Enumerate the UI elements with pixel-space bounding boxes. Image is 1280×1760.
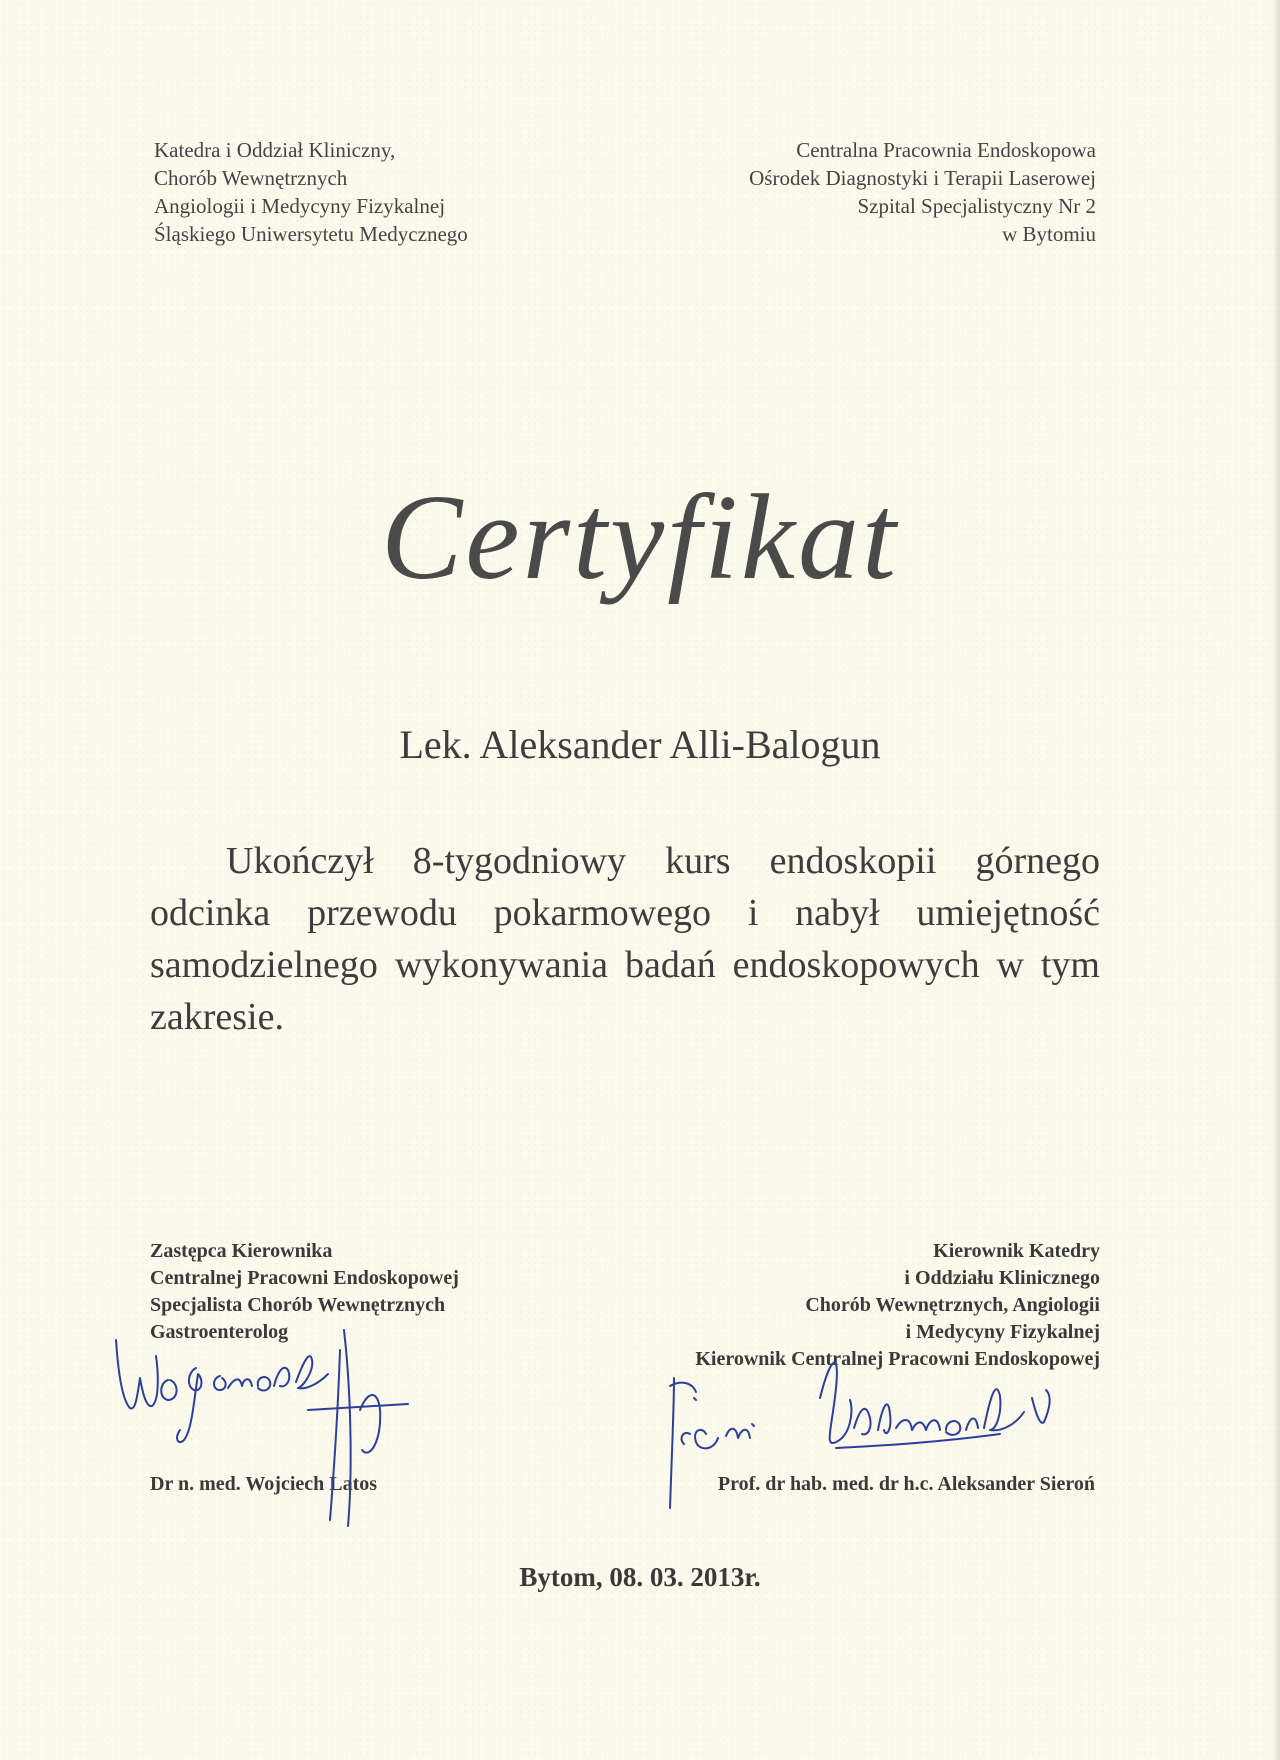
left-role-line: Zastępca Kierownika (150, 1240, 333, 1262)
right-role-line: i Medycyny Fizykalnej (905, 1321, 1100, 1343)
certificate-body-text: Ukończył 8-tygodniowy kurs endoskopii górnego odcinka przewodu pokarmowego i nabył umiejętność samodzielnego wykonywania badań endoskopowych w tym zakresie. (150, 840, 1100, 1038)
header-left-line: Angiologii i Medycyny Fizykalnej (154, 194, 446, 218)
right-signatory-role (695, 1238, 1100, 1373)
left-signatory-name: Dr n. med. Wojciech Latos (150, 1473, 378, 1495)
left-role-line: Centralnej Pracowni Endoskopowej (150, 1267, 459, 1289)
right-role-line: Kierownik Katedry (933, 1240, 1100, 1262)
left-role-line: Gastroenterolog (150, 1321, 289, 1343)
right-role-line: Kierownik Centralnej Pracowni Endoskopowej (695, 1348, 1100, 1370)
right-role-line: i Oddziału Klinicznego (904, 1267, 1100, 1289)
header-right-line: Ośrodek Diagnostyki i Terapii Laserowej (749, 166, 1096, 190)
header-left-line: Katedra i Oddział Kliniczny, (154, 138, 396, 162)
left-role-line: Specjalista Chorób Wewnętrznych (150, 1294, 446, 1316)
header-right-line: Centralna Pracownia Endoskopowa (796, 138, 1096, 162)
header-left-line: Śląskiego Uniwersytetu Medycznego (154, 222, 468, 246)
header-right-institution (749, 136, 1096, 248)
left-signatory-role (150, 1238, 459, 1346)
header-right-line: Szpital Specjalistyczny Nr 2 (857, 194, 1096, 218)
place-and-date: Bytom, 08. 03. 2013r. (519, 1562, 761, 1592)
right-signatory-name: Prof. dr hab. med. dr h.c. Aleksander Sieroń (717, 1473, 1095, 1495)
header-left-institution (154, 136, 468, 248)
header-right-line: w Bytomiu (1002, 222, 1096, 246)
paper-edge-shadow (1272, 0, 1280, 1760)
recipient-name: Lek. Aleksander Alli-Balogun (399, 722, 881, 767)
certificate-title: Certyfikat (381, 470, 899, 605)
right-role-line: Chorób Wewnętrznych, Angiologii (805, 1294, 1100, 1316)
header-left-line: Chorób Wewnętrznych (154, 166, 348, 190)
